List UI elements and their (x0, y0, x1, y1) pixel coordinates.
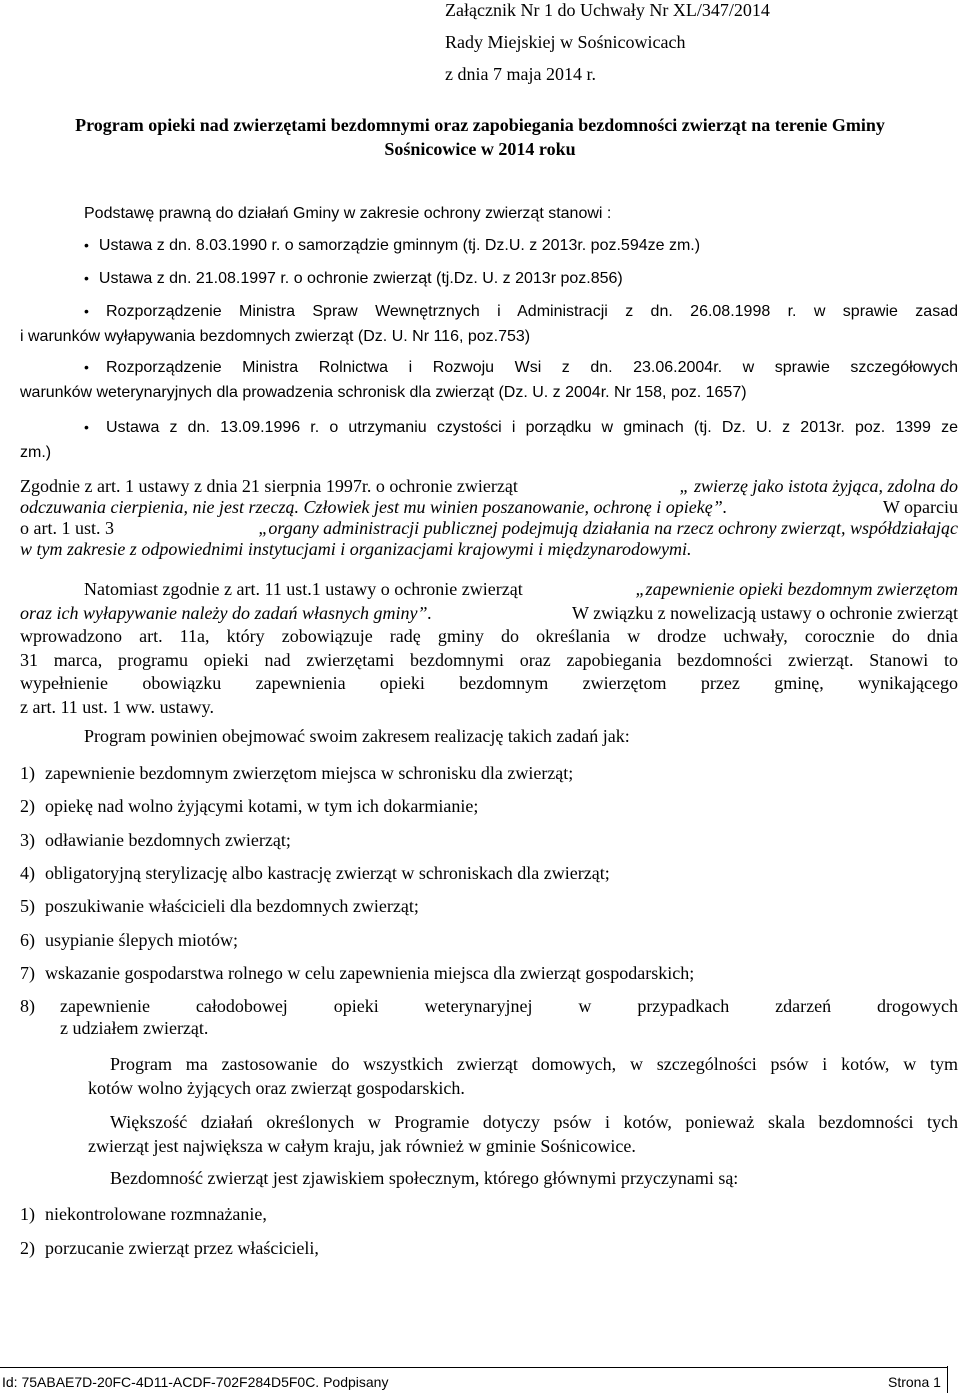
legal-item-text: Ustawa z dn. 21.08.1997 r. o ochronie zwierząt (tj.Dz. U. z 2013r poz.856) (98, 270, 623, 287)
list-item: 4) obligatoryjną sterylizację albo kastrację zwierząt w schroniskach dla zwierząt; (20, 863, 610, 883)
list-item: 3) odławianie bezdomnych zwierząt; (20, 830, 291, 850)
list-item: 2) porzucanie zwierząt przez właścicieli, (20, 1238, 319, 1258)
legal-item (84, 303, 89, 321)
legal-item (84, 419, 89, 437)
list-item: 1) zapewnienie bezdomnym zwierzętom miejsca w schronisku dla zwierząt; (20, 763, 574, 783)
list-item-text: zapewnienie całodobowej opieki weterynaryjnej w przypadkach zdarzeń drogowych (60, 996, 958, 1016)
footer-divider (0, 1367, 948, 1368)
paragraph-4-line-2: zwierząt jest największa w całym kraju, jak również w gminie Sośnicowice. (88, 1136, 636, 1156)
legal-item-text: Rozporządzenie Ministra Spraw Wewnętrznych i Administracji z dn. 26.08.1998 r. w sprawie zasad (106, 303, 958, 320)
document-title (20, 113, 940, 161)
paragraph-1: Zgodnie z art. 1 ustawy z dnia 21 sierpnia 1997r. o ochronie zwierząt „ zwierzę jako istota żyjąca, zdolna do odczuwania cierpienia, nie jest rzeczą. Człowiek jest mu winien poszanowanie, ochronę i opiekę”. W oparciu o art. 1 ust. 3 „organy administracji publicznej podejmują działania na rzecz ochrony zwierząt, współdziałając w tym zakresie z odpowiednimi instytucjami i organizacjami krajowymi i międzynarodowymi. (20, 476, 958, 559)
list-item-text-cont: z udziałem zwierząt. (60, 1018, 209, 1038)
bullet-icon: • (84, 359, 89, 375)
legal-item-text: Ustawa z dn. 13.09.1996 r. o utrzymaniu czystości i porządku w gminach (tj. Dz. U. z 2013r. poz. 1399 ze (106, 419, 958, 436)
paragraph-4-line-1: Większość działań określonych w Programie dotyczy psów i kotów, ponieważ skala bezdomności tych (110, 1112, 958, 1132)
list-item: 6) usypianie ślepych miotów; (20, 930, 238, 950)
tasks-intro: Program powinien obejmować swoim zakresem realizację takich zadań jak: (84, 726, 630, 746)
header-date: z dnia 7 maja 2014 r. (445, 64, 596, 84)
legal-item (84, 359, 89, 377)
paragraph-3-line-1: Program ma zastosowanie do wszystkich zwierząt domowych, w szczególności psów i kotów, w tym (110, 1054, 958, 1074)
legal-item-text-cont: i warunków wyłapywania bezdomnych zwierząt (Dz. U. Nr 116, poz.753) (20, 328, 531, 345)
bullet-icon: • (84, 237, 89, 253)
footer-divider-vertical (947, 1366, 948, 1393)
legal-item-text-cont: warunków weterynaryjnych dla prowadzenia schronisk dla zwierząt (Dz. U. z 2004r. Nr 158, poz. 1657) (20, 384, 747, 401)
legal-item (84, 270, 623, 288)
header-council: Rady Miejskiej w Sośnicowicach (445, 32, 686, 52)
title-line-1: Program opieki nad zwierzętami bezdomnymi oraz zapobiegania bezdomności zwierząt na terenie Gminy (75, 115, 885, 135)
legal-item (84, 237, 700, 255)
paragraph-3-line-2: kotów wolno żyjących oraz zwierząt gospodarskich. (88, 1078, 465, 1098)
paragraph-2: Natomiast zgodnie z art. 11 ust.1 ustawy o ochronie zwierząt „zapewnienie opieki bezdomnym zwierzętom oraz ich wyłapywanie należy do zadań własnych gminy”. W związku z nowelizacją ustawy o ochronie zwierząt wprowadzono art. 11a, który zobowiązuje radę gminy do określania w drodze uchwały, corocznie do dnia 31 marca, programu opieki nad zwierzętami bezdomnymi oraz zapobiegania bezdomności zwierząt. Stanowi to wypełnienie obowiązku zapewnienia opieki bezdomnym zwierzętom przez gminę, wynikającego z art. 11 ust. 1 ww. ustawy. (20, 579, 958, 717)
footer-page-number: Strona 1 (888, 1374, 941, 1390)
bullet-icon: • (84, 303, 89, 319)
list-item-num: 8) (20, 996, 35, 1016)
list-item: 2) opiekę nad wolno żyjącymi kotami, w tym ich dokarmianie; (20, 796, 479, 816)
title-line-2: Sośnicowice w 2014 roku (384, 139, 576, 159)
legal-item-text: Rozporządzenie Ministra Rolnictwa i Rozwoju Wsi z dn. 23.06.2004r. w sprawie szczegółowych (106, 359, 958, 376)
bullet-icon: • (84, 270, 89, 286)
list-item: 1) niekontrolowane rozmnażanie, (20, 1204, 267, 1224)
header-annex: Załącznik Nr 1 do Uchwały Nr XL/347/2014 (445, 0, 770, 20)
legal-basis-intro: Podstawę prawną do działań Gminy w zakresie ochrony zwierząt stanowi : (84, 205, 612, 222)
list-item: 7) wskazanie gospodarstwa rolnego w celu zapewnienia miejsca dla zwierząt gospodarskich; (20, 963, 695, 983)
bullet-icon: • (84, 419, 89, 435)
paragraph-5-intro: Bezdomność zwierząt jest zjawiskiem społecznym, którego głównymi przyczynami są: (110, 1168, 739, 1188)
legal-item-text: Ustawa z dn. 8.03.1990 r. o samorządzie gminnym (tj. Dz.U. z 2013r. poz.594ze zm.) (98, 237, 701, 254)
legal-item-text-cont: zm.) (20, 444, 52, 461)
list-item: 5) poszukiwanie właścicieli dla bezdomnych zwierząt; (20, 896, 419, 916)
footer-document-id: Id: 75ABAE7D-20FC-4D11-ACDF-702F284D5F0C. Podpisany (2, 1374, 389, 1390)
